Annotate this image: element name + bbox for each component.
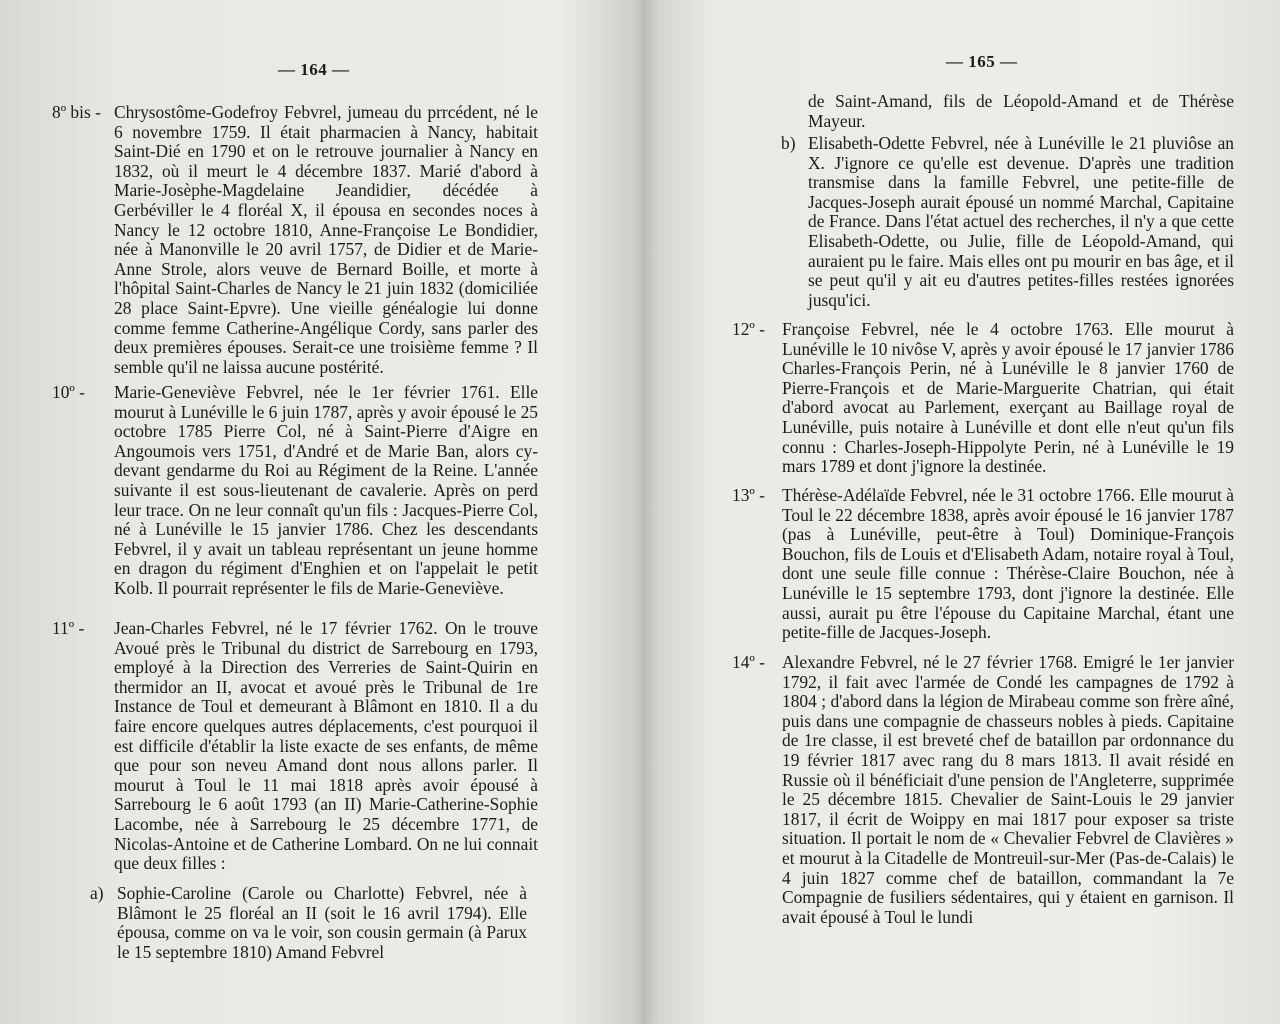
entry-number: 14º - — [732, 652, 765, 672]
page-number: — 164 — — [278, 60, 350, 79]
entry-number: 11º - — [52, 618, 85, 638]
entry-text: Jean-Charles Febvrel, né le 17 février 1762. On le trouve Avoué près le Tribunal du district de Sarrebourg en 1793, employé à la Direction des Verreries de Saint-Quirin en thermidor an II, avocat et avoué près le Tribunal de 1re Instance de Toul et demeurant à Blâmont en 1810. Il a du faire encore quelques autres déplacements, c'est pourquoi il est difficile d'établir la liste exacte de ses enfants, de même que pour son neveu Amand dont nous allons parler. Il mourut à Toul le 11 mai 1818 après avoir épousé à Sarrebourg le 6 août 1793 (an II) Marie-Catherine-Sophie Lacombe, née à Sarrebourg le 25 décembre 1771, de Nicolas-Antoine et de Catherine Lombard. On ne lui connait que deux filles : — [114, 618, 538, 874]
continuation: de Saint-Amand, fils de Léopold-Amand et de Thérèse Mayeur. — [808, 91, 1234, 131]
entry-12 — [732, 319, 1234, 477]
entry-8bis — [52, 102, 538, 377]
entry-number: 13º - — [732, 485, 765, 505]
subentry-label: a) — [90, 883, 104, 903]
subentry-label: b) — [781, 133, 796, 153]
entry-text: Marie-Geneviève Febvrel, née le 1er février 1761. Elle mourut à Lunéville le 6 juin 1787, après y avoir épousé le 25 octobre 1785 Pierre Col, né à Saint-Pierre d'Aigre en Angoumois vers 1751, d'André et de Marie Ban, alors cy-devant gendarme du Roi au Régiment de la Reine. L'année suivante il est sous-lieutenant de cavalerie. Après on perd leur trace. On ne leur connaît qu'un fils : Jacques-Pierre Col, né à Lunéville le 15 janvier 1786. Chez les descendants Febvrel, il y avait un tableau représentant un jeune homme en dragon du régiment d'Enghien et on l'appelait le petit Kolb. Il pourrait représenter le fils de Marie-Geneviève. — [114, 382, 538, 598]
entry-text: Françoise Febvrel, née le 4 octobre 1763. Elle mourut à Lunéville le 10 nivôse V, après y avoir épousé le 17 janvier 1786 Charles-François Perin, né à Lunéville le 8 janvier 1760 de Pierre-François et de Marie-Marguerite Chatrian, qui était d'abord avocat au Parlement, exerçant au Baillage royal de Lunéville, puis notaire à Lunéville et dont elle n'eut qu'un fils connu : Charles-Joseph-Hippolyte Perin, né à Lunéville le 19 mars 1789 et dont j'ignore la destinée. — [782, 319, 1234, 477]
entry-number: 10º - — [52, 382, 85, 402]
entry-10 — [52, 382, 538, 599]
entry-14 — [732, 652, 1234, 927]
subentry-b — [781, 133, 1234, 310]
entry-text: Thérèse-Adélaïde Febvrel, née le 31 octobre 1766. Elle mourut à Toul le 22 décembre 1838, après avoir épousé le 16 janvier 1787 (pas à Lunéville, peut-être à Toul) Dominique-François Bouchon, fils de Louis et d'Elisabeth Adam, notaire royal à Toul, dont une seule fille connue : Thérèse-Claire Bouchon, née à Lunéville le 15 septembre 1793, dont j'ignore la destinée. Elle aussi, aurait pu être l'épouse du Capitaine Marchal, étant une petite-fille de Jacques-Joseph. — [782, 485, 1234, 643]
continuation-text — [808, 92, 1234, 131]
entry-number: 12º - — [732, 319, 765, 339]
entry-text: Chrysostôme-Godefroy Febvrel, jumeau du prrcédent, né le 6 novembre 1759. Il était pharmacien à Nancy, habitait Saint-Dié en 1790 et on le retrouve journalier à Nancy en 1832, où il meurt le 4 décembre 1837. Marié d'abord à Marie-Josèphe-Magdelaine Jeandidier, décédée à Gerbéviller le 4 floréal X, il épousa en secondes noces à Nancy le 12 octobre 1810, Anne-Françoise Le Bondidier, née à Manonville le 20 avril 1757, de Didier et de Marie-Anne Strole, alors veuve de Bernard Boille, et morte à l'hôpital Saint-Charles de Nancy le 21 juin 1832 (domiciliée 28 place Saint-Epvre). Une vieille généalogie lui donne comme femme Catherine-Angélique Cordy, sans parler des deux premières épouses. Serait-ce une troisième femme ? Il semble qu'il ne laissa aucune postérité. — [114, 102, 538, 377]
entry-text: Alexandre Febvrel, né le 27 février 1768. Emigré le 1er janvier 1792, il fait avec l'armée de Condé les campagnes de 1792 à 1804 ; d'abord dans la légion de Mirabeau comme son frère aîné, puis dans une compagnie de chasseurs nobles à pieds. Capitaine de 1re classe, il est breveté chef de bataillon par ordonnance du 19 février 1817 avec rang du 8 mars 1813. Il avait résidé en Russie où il bénéficiait d'une pension de l'Angleterre, supprimée le 25 décembre 1815. Chevalier de Saint-Louis le 29 janvier 1817, il écrit de Woippy en mai 1817 pour exposer sa triste situation. Il portait le nom de « Chevalier Febvrel de Clavières » et mourut à la Citadelle de Montreuil-sur-Mer (Pas-de-Calais) le 4 juin 1827 comme chef de bataillon, commandant la 7e Compagnie de fusiliers sédentaires, qui y étaient en garnison. Il avait épousé à Toul le lundi — [782, 652, 1234, 927]
entry-11 — [52, 618, 538, 874]
page-number: — 165 — — [946, 52, 1018, 71]
subentry-text: Elisabeth-Odette Febvrel, née à Lunéville le 21 pluviôse an X. J'ignore ce qu'elle est devenue. D'après une tradition transmise dans la famille Febvrel, une petite-fille de Jacques-Joseph aurait épousé un nommé Marchal, Capitaine de France. Dans l'état actuel des recherches, il n'y a que cette Elisabeth-Odette, ou Julie, fille de Léopold-Amand, qui auraient pu le faire. Mais elles ont pu mourir en bas âge, et il se peut qu'il y ait eu d'autres petites-filles restées ignorées jusqu'ici. — [808, 133, 1234, 310]
entry-13 — [732, 485, 1234, 643]
right-page — [648, 0, 1280, 1024]
subentry-text: Sophie-Caroline (Carole ou Charlotte) Febvrel, née à Blâmont le 25 floréal an II (soit le 16 avril 1794). Elle épousa, comme on va le voir, son cousin germain (à Parux le 15 septembre 1810) Amand Febvrel — [117, 883, 527, 962]
subentry-a — [90, 883, 527, 962]
entry-number: 8º bis - — [52, 102, 101, 122]
